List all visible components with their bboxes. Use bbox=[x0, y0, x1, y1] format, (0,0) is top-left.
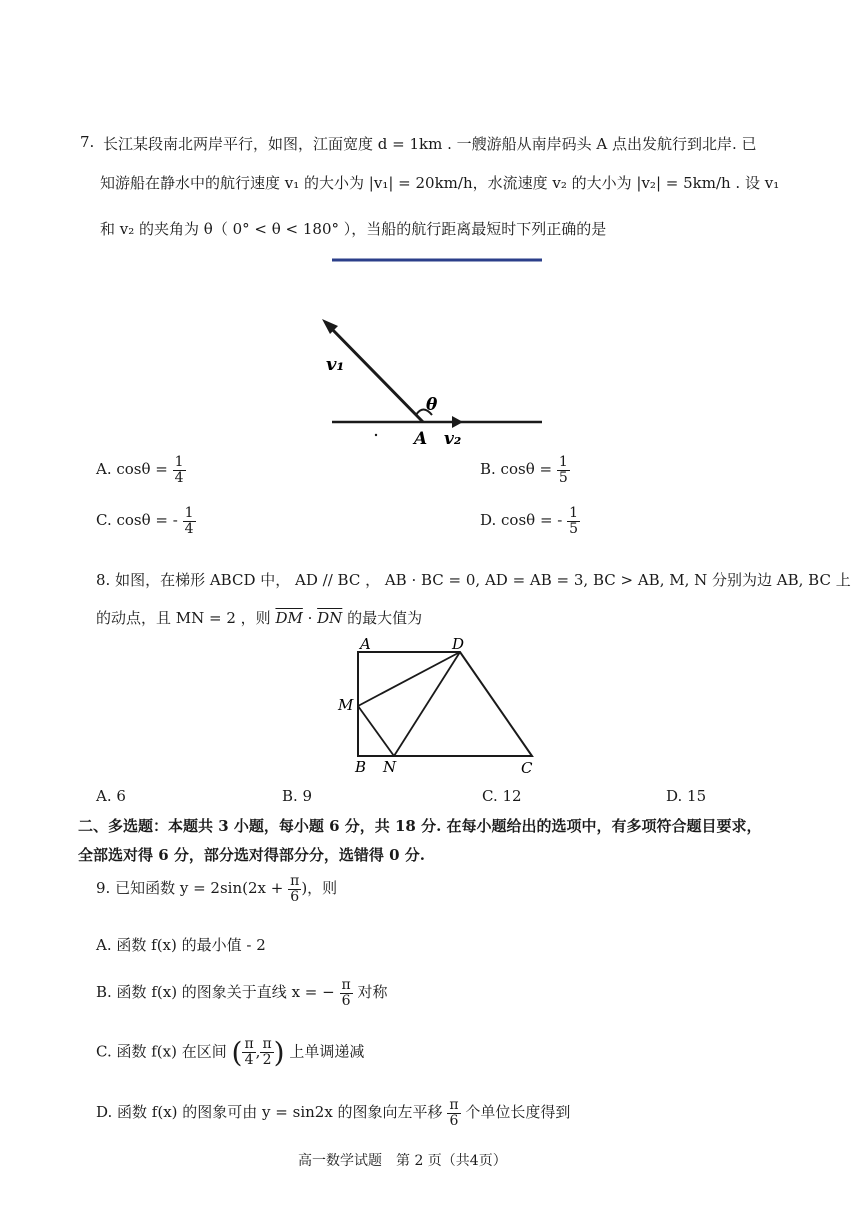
left-paren: ( bbox=[231, 1036, 243, 1069]
q8-figure bbox=[335, 635, 545, 780]
numerator: π bbox=[290, 873, 300, 889]
denominator: 4 bbox=[184, 520, 194, 537]
section2-line2: 全部选对得 6 分，部分选对得部分分，选错得 0 分. bbox=[78, 846, 425, 864]
q9-option-b-start: B. 函数 f(x) 的图象关于直线 x = − bbox=[96, 983, 335, 1002]
q9-option-d-end: 个单位长度得到 bbox=[465, 1103, 571, 1122]
q7-option-a-frac bbox=[173, 455, 186, 485]
denominator: 6 bbox=[290, 888, 300, 905]
v2-label: v₂ bbox=[444, 429, 462, 449]
numerator: π bbox=[449, 1097, 459, 1113]
q9-option-d bbox=[96, 1098, 570, 1128]
q9-option-a: A. 函数 f(x) 的最小值 - 2 bbox=[96, 936, 266, 954]
label-c: C bbox=[521, 759, 533, 777]
q9-stem bbox=[96, 874, 337, 904]
label-d: D bbox=[452, 635, 465, 653]
q9-option-c-frac2 bbox=[260, 1037, 273, 1067]
q9-option-d-frac bbox=[447, 1098, 460, 1128]
q9-option-b-frac bbox=[340, 978, 353, 1008]
denominator: 4 bbox=[174, 469, 184, 486]
label-n: N bbox=[383, 758, 397, 776]
q7-option-c-label: C. cosθ = - bbox=[96, 511, 178, 530]
numerator: 1 bbox=[184, 505, 194, 521]
q7-option-b-label: B. cosθ = bbox=[480, 460, 553, 479]
q7-option-a-label: A. cosθ = bbox=[96, 460, 168, 479]
q8-line2-start: 的动点，且 MN = 2 ，则 bbox=[96, 609, 276, 627]
q9-option-c-start: C. 函数 f(x) 在区间 bbox=[96, 1042, 227, 1061]
q9-option-c: C. 函数 f(x) 在区间 ( $\frac{\pi}{4}$ , $\frac{\pi}{2}$ ) 上单调递减 bbox=[96, 1036, 365, 1069]
numerator: π bbox=[262, 1036, 272, 1053]
q7-line1: 长江某段南北两岸平行，如图，江面宽度 d = 1km . 一艘游船从南岸码头 A 点出发航行到北岸. 已 bbox=[103, 135, 757, 153]
q9-stem-end: )，则 bbox=[301, 879, 338, 898]
denominator: 5 bbox=[569, 520, 579, 537]
denominator: 2 bbox=[262, 1052, 272, 1068]
denominator: 6 bbox=[449, 1112, 459, 1129]
q7-line3: 和 v₂ 的夹角为 θ（ 0° < θ < 180° ），当船的航行距离最短时下列正确的是 bbox=[100, 220, 607, 238]
v1-label: v₁ bbox=[326, 354, 345, 375]
q7-figure bbox=[320, 250, 555, 450]
q7-option-b-frac bbox=[557, 455, 570, 485]
q7-line2: 知游船在静水中的航行速度 v₁ 的大小为 |v₁| = 20km/h，水流速度 v₂ 的大小为 |v₂| = 5km/h . 设 v₁ bbox=[100, 174, 780, 192]
q9-stem-start: 9. 已知函数 y = 2sin(2x + bbox=[96, 879, 284, 898]
denominator: 4 bbox=[244, 1052, 254, 1068]
q7-option-b bbox=[480, 455, 570, 485]
numerator: π bbox=[341, 977, 351, 993]
q8-line1: 8. 如图，在梯形 ABCD 中， AD // BC ， AB · BC = 0, AD = AB = 3, BC > AB, M, N 分别为边 AB, BC 上 bbox=[96, 571, 851, 589]
q8-line2 bbox=[96, 607, 422, 628]
dot-operator: · bbox=[302, 609, 318, 627]
page-footer: 高一数学试题 第 2 页（共4页） bbox=[298, 1153, 507, 1169]
q9-option-c-end: 上单调递减 bbox=[289, 1042, 365, 1061]
q9-option-c-frac1 bbox=[242, 1037, 255, 1067]
q7-number: 7. bbox=[80, 133, 95, 151]
q9-stem-frac bbox=[288, 874, 301, 904]
section2-line1: 二、多选题：本题共 3 小题，每小题 6 分，共 18 分. 在每小题给出的选项中，有多项符合题目要求， bbox=[78, 817, 762, 835]
segment-dn bbox=[394, 652, 460, 756]
q7-option-a bbox=[96, 455, 186, 485]
q7-option-c-frac bbox=[183, 506, 196, 536]
q8-option-a: A. 6 bbox=[96, 787, 126, 805]
trapezoid-abcd bbox=[358, 652, 532, 756]
q7-option-d-frac bbox=[567, 506, 580, 536]
vector-dn: $\overline{DN}$ bbox=[317, 609, 343, 627]
numerator: π bbox=[244, 1036, 254, 1053]
numerator: 1 bbox=[174, 454, 184, 470]
q8-option-b: B. 9 bbox=[282, 787, 313, 805]
theta-label: θ bbox=[426, 395, 438, 415]
q8-line2-end: 的最大值为 bbox=[342, 609, 423, 627]
q7-option-d-label: D. cosθ = - bbox=[480, 511, 563, 530]
segment-dm bbox=[358, 652, 460, 706]
denominator: 5 bbox=[558, 469, 568, 486]
v2-arrowhead bbox=[452, 416, 463, 428]
label-a: A bbox=[360, 635, 371, 653]
right-paren: ) bbox=[273, 1036, 285, 1069]
q9-option-d-start: D. 函数 f(x) 的图象可由 y = sin2x 的图象向左平移 bbox=[96, 1103, 443, 1122]
label-b: B bbox=[355, 758, 367, 776]
label-m: M bbox=[338, 696, 354, 714]
vector-dm: $\overline{DM}$ bbox=[275, 609, 303, 627]
q8-option-d: D. 15 bbox=[666, 787, 707, 805]
dot-mark bbox=[375, 434, 377, 436]
q7-option-c bbox=[96, 506, 196, 536]
denominator: 6 bbox=[341, 992, 351, 1009]
q8-option-c: C. 12 bbox=[482, 787, 522, 805]
q9-option-b bbox=[96, 978, 388, 1008]
q9-option-b-end: 对称 bbox=[357, 983, 388, 1002]
numerator: 1 bbox=[569, 505, 579, 521]
numerator: 1 bbox=[558, 454, 568, 470]
segment-mn bbox=[358, 706, 394, 756]
point-a-label: A bbox=[414, 429, 428, 449]
q7-option-d bbox=[480, 506, 580, 536]
